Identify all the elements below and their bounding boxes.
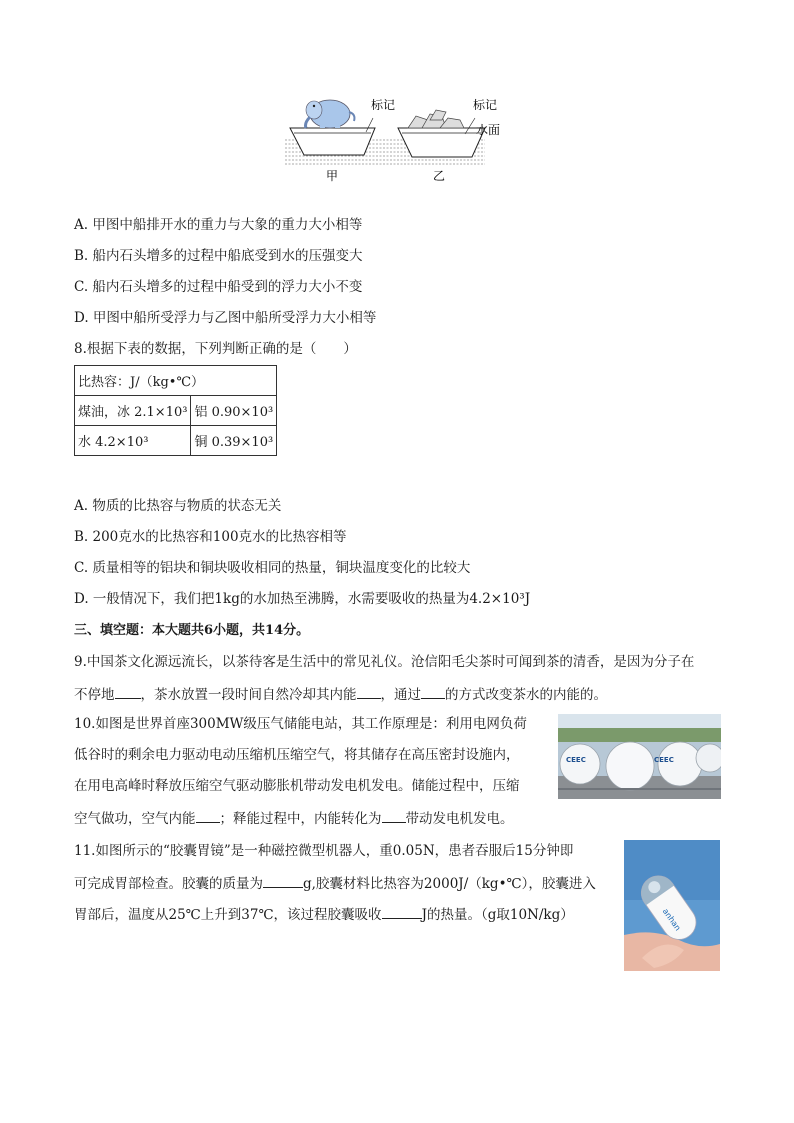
q10-text: ；释能过程中，内能转化为 [219,811,382,827]
stones-icon [408,110,464,128]
q9-line-1: 9.中国茶文化源远流长，以茶待客是生活中的常见礼仪。沧信阳毛尖茶时可闻到茶的清香，是因为分子在 [74,654,695,670]
specific-heat-table [74,365,277,456]
q9-text: ，通过 [380,687,421,703]
q8-option-d: D. 一般情况下，我们把1kg的水加热至沸腾，水需要吸收的热量为4.2×10³J [74,591,531,607]
q9-text: 的方式改变茶水的内能的。 [445,687,607,703]
q8-option-a: A. 物质的比热容与物质的状态无关 [74,498,282,514]
q9-text: ，茶水放置一段时间自然冷却其内能 [140,687,357,703]
label-yi: 乙 [433,169,446,183]
q10-line-3: 在用电高峰时释放压缩空气驱动膨胀机带动发电机发电。储能过程中，压缩 [74,778,520,794]
q11-line-1: 11.如图所示的“胶囊胃镜”是一种磁控微型机器人，重0.05N，患者吞服后15分钟即 [74,843,574,859]
table-cell: 水 4.2×10³ [75,426,191,456]
q11-text: J的热量。（g取10N/kg） [421,907,574,923]
answer-blank[interactable] [357,683,381,699]
answer-blank[interactable] [421,683,445,699]
answer-blank[interactable] [382,807,406,823]
q11-text: g,胶囊材料比热容为2000J/（kg•℃），胶囊进入 [303,876,596,892]
answer-blank[interactable] [263,872,303,888]
label-mark-left: 标记 [371,98,396,112]
q7-option-c: C. 船内石头增多的过程中船受到的浮力大小不变 [74,279,363,295]
q7-option-d: D. 甲图中船所受浮力与乙图中船所受浮力大小相等 [74,310,377,326]
q11-line-2 [74,872,596,894]
boat-figure [280,90,510,185]
table-row [75,396,277,426]
q10-text: 带动发电机发电。 [405,811,514,827]
table-cell: 铝 0.90×10³ [191,396,277,426]
storage-tanks-photo [558,714,721,799]
q8-option-c: C. 质量相等的铝块和铜块吸收相同的热量，铜块温度变化的比较大 [74,560,471,576]
q8-stem: 8.根据下表的数据，下列判断正确的是（ ） [74,341,357,357]
q11-text: 可完成胃部检查。胶囊的质量为 [74,876,263,892]
capsule-endoscope-photo [624,840,720,971]
q11-text: 胃部后，温度从25℃上升到37℃，该过程胶囊吸收 [74,907,382,923]
label-jia: 甲 [326,169,339,183]
boat-left [290,128,375,155]
label-water-surface: 水面 [476,123,501,137]
q10-line-4 [74,807,514,829]
elephant-icon [306,100,355,128]
q11-line-3 [74,903,574,925]
table-cell: 煤油，冰 2.1×10³ [75,396,191,426]
q10-line-2: 低谷时的剩余电力驱动电动压缩机压缩空气，将其储存在高压密封设施内， [74,747,520,763]
section-3-heading: 三、填空题：本大题共6小题，共14分。 [74,623,310,638]
capsule-brand: anhan [660,906,683,933]
boat-right [398,128,485,157]
tank-label: CEEC [566,756,586,764]
answer-blank[interactable] [115,683,141,699]
q8-option-b: B. 200克水的比热容和100克水的比热容相等 [74,529,347,545]
q10-line-1: 10.如图是世界首座300MW级压气储能电站，其工作原理是：利用电网负荷 [74,716,527,732]
table-row [75,426,277,456]
label-mark-right: 标记 [473,98,498,112]
q10-text: 空气做功，空气内能 [74,811,196,827]
q7-option-a: A. 甲图中船排开水的重力与大象的重力大小相等 [74,217,363,233]
tank-label: CEEC [654,756,674,764]
table-cell: 铜 0.39×10³ [191,426,277,456]
q9-line-2 [74,683,607,705]
q7-option-b: B. 船内石头增多的过程中船底受到水的压强变大 [74,248,363,264]
answer-blank[interactable] [382,903,422,919]
answer-blank[interactable] [196,807,220,823]
q9-text: 不停地 [74,687,115,703]
table-header: 比热容：J/（kg•℃） [75,366,277,396]
